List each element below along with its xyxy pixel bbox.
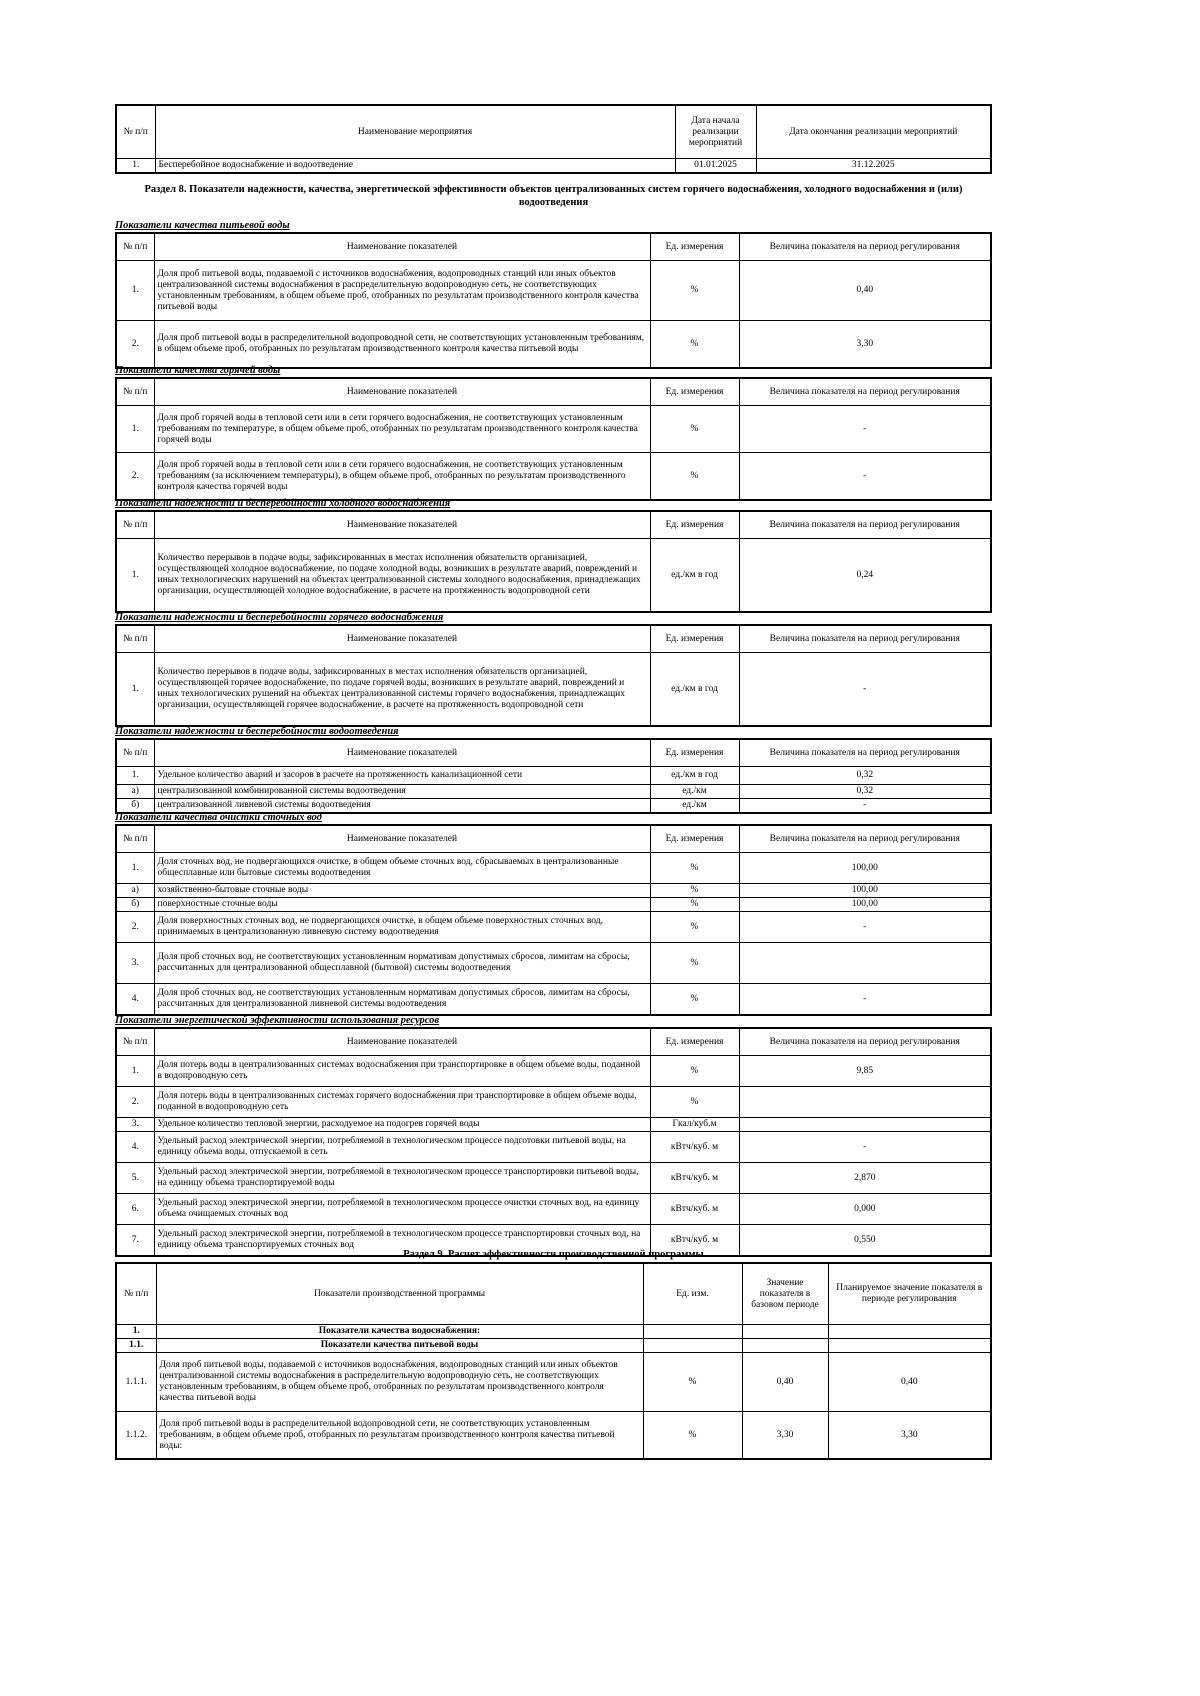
table-cell: ед./км в год — [650, 653, 739, 727]
table-cell: централизованной комбинированной системы водоотведения — [154, 785, 650, 799]
table-cell: % — [650, 912, 739, 943]
table-cell: 2. — [116, 1087, 154, 1118]
table-cell: Доля сточных вод, не подвергающихся очистке, в общем объеме сточных вод, сбрасываемых в централизованные общесплавные или бытовые системы водоотведения — [154, 853, 650, 884]
table-cell: 5. — [116, 1163, 154, 1194]
column-header: № п/п — [116, 1028, 154, 1056]
table-cell: 6. — [116, 1194, 154, 1225]
table-row — [116, 767, 991, 785]
table-cell: % — [650, 453, 739, 501]
table-row — [116, 539, 991, 613]
table-row — [116, 1163, 991, 1194]
table-row — [116, 406, 991, 453]
table-cell: Доля проб питьевой воды, подаваемой с источников водоснабжения, водопроводных станций или иных объектов централизованной системы водоснабжения в распределительную водопроводную сеть, не соответствующих установленным требованиям, в общем объеме проб, отобранных по результатам производственного контроля качества питьевой воды — [156, 1353, 643, 1412]
column-header: Величина показателя на период регулирования — [739, 739, 991, 767]
table-row — [116, 1132, 991, 1163]
table-cell: Количество перерывов в подаче воды, зафиксированных в местах исполнения обязательств организацией, осуществляющей холодное водоснабжение, по подаче холодной воды, возникших в результате аварий, повреждений и иных технологических нарушений на объектах централизованной системы холодного водоснабжения, принадлежащих организации, осуществляющей холодное водоснабжение, в расчете на протяженность водопроводной сети — [154, 539, 650, 613]
table-cell: 0,32 — [739, 785, 991, 799]
column-header: № п/п — [116, 825, 154, 853]
table-row — [116, 321, 991, 369]
table-cell: 0,550 — [739, 1225, 991, 1257]
column-header: Величина показателя на период регулирования — [739, 1028, 991, 1056]
table-cell: % — [650, 261, 739, 321]
table-cell: ед./км — [650, 785, 739, 799]
column-header: Величина показателя на период регулирования — [739, 825, 991, 853]
table-row — [116, 653, 991, 727]
group-caption: Показатели надежности и бесперебойности водоотведения — [115, 726, 399, 737]
indicator-table — [115, 377, 992, 501]
column-header-row — [116, 625, 991, 653]
column-header: Ед. измерения — [650, 511, 739, 539]
table-cell: 01.01.2025 — [675, 159, 756, 174]
column-header: Ед. измерения — [650, 233, 739, 261]
table-cell: % — [650, 943, 739, 984]
table-cell: 1.1.1. — [116, 1353, 156, 1412]
table-cell: Доля проб горячей воды в тепловой сети или в сети горячего водоснабжения, не соответствующих установленным требованиям (за исключением температуры), в общем объеме проб, отобранных по результатам производственного контроля качества горячей воды — [154, 453, 650, 501]
table-cell: 3. — [116, 1118, 154, 1132]
table-cell: 1. — [116, 406, 154, 453]
table-cell: Доля проб питьевой воды, подаваемой с источников водоснабжения, водопроводных станций или иных объектов централизованной системы водоснабжения в распределительную водопроводную сеть, не соответствующих установленным требованиям, в общем объеме проб, отобранных по результатам производственного контроля качества питьевой воды — [154, 261, 650, 321]
column-header-row — [116, 739, 991, 767]
group-caption: Показатели качества питьевой воды — [115, 220, 290, 231]
table-cell — [739, 1087, 991, 1118]
column-header-row — [116, 233, 991, 261]
column-header-row — [116, 511, 991, 539]
column-header-row — [116, 825, 991, 853]
table-row — [116, 1353, 991, 1412]
table-cell: а) — [116, 785, 154, 799]
group-caption: Показатели надежности и бесперебойности горячего водоснабжения — [115, 612, 444, 623]
column-header: Величина показателя на период регулирования — [739, 233, 991, 261]
table-cell: поверхностные сточные воды — [154, 898, 650, 912]
table-cell: 31.12.2025 — [756, 159, 991, 174]
column-header: Величина показателя на период регулирования — [739, 378, 991, 406]
table-row — [116, 785, 991, 799]
table-cell: б) — [116, 898, 154, 912]
table-cell: - — [739, 799, 991, 814]
column-header: Ед. измерения — [650, 739, 739, 767]
table-cell: 1. — [116, 853, 154, 884]
section9-title: Раздел 9. Расчет эффективности производственной программы — [403, 1249, 704, 1260]
column-header-row — [116, 1028, 991, 1056]
table-cell: централизованной ливневой системы водоотведения — [154, 799, 650, 814]
table-cell: Доля проб горячей воды в тепловой сети или в сети горячего водоснабжения, не соответствующих установленным требованиям по температуре, в общем объеме проб, отобранных по результатам производственного контроля качества горячей воды — [154, 406, 650, 453]
column-header: № п/п — [116, 625, 154, 653]
table-cell: 7. — [116, 1225, 154, 1257]
table-cell: 100,00 — [739, 853, 991, 884]
table-cell — [739, 1118, 991, 1132]
table-cell: % — [650, 406, 739, 453]
table-cell: Бесперебойное водоснабжение и водоотведение — [155, 159, 675, 174]
table-cell: кВтч/куб. м — [650, 1163, 739, 1194]
table-row — [116, 1118, 991, 1132]
schedule-header-row — [116, 105, 991, 159]
schedule-table — [115, 104, 992, 174]
table-row — [116, 1194, 991, 1225]
table-cell: 1. — [116, 767, 154, 785]
table-cell: Удельный расход электрической энергии, потребляемой в технологическом процессе очистки сточных вод, на единицу объема очищаемых сточных вод — [154, 1194, 650, 1225]
column-header-row — [116, 1263, 991, 1325]
table-cell: - — [739, 653, 991, 727]
indicator-table — [115, 232, 992, 369]
column-header-row — [116, 378, 991, 406]
indicator-table — [115, 624, 992, 727]
table-row — [116, 884, 991, 898]
column-header: Планируемое значение показателя в периоде регулирования — [828, 1263, 991, 1325]
empty-cell — [643, 1325, 742, 1339]
table-cell: Удельное количество тепловой энергии, расходуемое на подогрев горячей воды — [154, 1118, 650, 1132]
column-header: Дата начала реализации мероприятий — [675, 105, 756, 159]
indicator-table — [115, 510, 992, 613]
table-cell: % — [643, 1353, 742, 1412]
table-row — [116, 853, 991, 884]
column-header: Значение показателя в базовом периоде — [742, 1263, 828, 1325]
table-cell: % — [650, 884, 739, 898]
table-cell: 4. — [116, 984, 154, 1016]
section8-title: Раздел 8. Показатели надежности, качества, энергетической эффективности объектов централизованных систем горячего водоснабжения, холодного водоснабжения и (или) водоотведения — [144, 184, 963, 208]
table-cell: 4. — [116, 1132, 154, 1163]
column-header: Наименование мероприятия — [155, 105, 675, 159]
table-cell: Количество перерывов в подаче воды, зафиксированных в местах исполнения обязательств организацией, осуществляющей горячее водоснабжение, по подаче горячей воды, возникших в результате аварий, повреждений и иных технологических рушений на объектах централизованной системы горячего водоснабжения, принадлежащих организации, осуществляющей горячее водоснабжение, в расчете на протяженность водопроводной сети — [154, 653, 650, 727]
table-cell: Удельный расход электрической энергии, потребляемой в технологическом процессе транспортировки сточных вод, на единицу объема транспортируемых сточных вод — [154, 1225, 650, 1257]
table-cell: 2,870 — [739, 1163, 991, 1194]
column-header: Ед. изм. — [643, 1263, 742, 1325]
column-header: Ед. измерения — [650, 825, 739, 853]
table-cell: Гкал/куб.м — [650, 1118, 739, 1132]
table-cell: % — [650, 1056, 739, 1087]
table-row — [116, 159, 991, 174]
table-cell: Удельный расход электрической энергии, потребляемой в технологическом процессе подготовки питьевой воды, на единицу объема воды, отпускаемой в сеть — [154, 1132, 650, 1163]
table-cell: - — [739, 912, 991, 943]
table-cell: 2. — [116, 321, 154, 369]
table-cell: 0,24 — [739, 539, 991, 613]
indicator-table — [115, 1027, 992, 1257]
table-row — [116, 1056, 991, 1087]
table-cell: кВтч/куб. м — [650, 1225, 739, 1257]
table-cell: 1.1.2. — [116, 1412, 156, 1460]
table-cell: 2. — [116, 453, 154, 501]
column-header: № п/п — [116, 378, 154, 406]
table-cell: а) — [116, 884, 154, 898]
table-row — [116, 984, 991, 1016]
subheader-row — [116, 1339, 991, 1353]
column-header: № п/п — [116, 739, 154, 767]
table-cell: % — [650, 1087, 739, 1118]
table-cell: Доля поверхностных сточных вод, не подвергающихся очистке, в общем объеме поверхностных сточных вод, принимаемых в централизованную ливневую систему водоотведения — [154, 912, 650, 943]
table-cell — [739, 943, 991, 984]
table-cell: - — [739, 453, 991, 501]
table-cell: % — [650, 984, 739, 1016]
table-cell: Доля проб сточных вод, не соответствующих установленным нормативам допустимых сбросов, лимитам на сбросы, рассчитанных для централизованной общесплавной (бытовой) системы водоотведения — [154, 943, 650, 984]
table-cell: 100,00 — [739, 884, 991, 898]
table-row — [116, 1087, 991, 1118]
table-cell: - — [739, 406, 991, 453]
group-caption: Показатели надежности и бесперебойности холодного водоснабжения — [115, 498, 451, 509]
table-cell: 100,00 — [739, 898, 991, 912]
table-cell: 1. — [116, 1056, 154, 1087]
table-cell: Доля проб питьевой воды в распределительной водопроводной сети, не соответствующих установленным требованиям, в общем объеме проб, отобранных по результатам производственного контроля качества питьевой воды — [154, 321, 650, 369]
table-cell: 1. — [116, 1325, 156, 1339]
column-header: Величина показателя на период регулирования — [739, 511, 991, 539]
group-caption: Показатели энергетической эффективности использования ресурсов — [115, 1015, 440, 1026]
table-cell: 0,32 — [739, 767, 991, 785]
table-cell: 9,85 — [739, 1056, 991, 1087]
table-row — [116, 1412, 991, 1460]
column-header: № п/п — [116, 511, 154, 539]
table-cell: 2. — [116, 912, 154, 943]
table-row — [116, 912, 991, 943]
table-cell: % — [650, 898, 739, 912]
table-cell: % — [650, 321, 739, 369]
table-cell: б) — [116, 799, 154, 814]
table-cell: 0,000 — [739, 1194, 991, 1225]
table-row — [116, 261, 991, 321]
group-caption: Показатели качества горячей воды — [115, 365, 281, 376]
empty-cell — [742, 1325, 828, 1339]
table-cell: Доля проб питьевой воды в распределительной водопроводной сети, не соответствующих установленным требованиям, в общем объеме проб, отобранных по результатам производственного контроля качества питьевой воды: — [156, 1412, 643, 1460]
column-header: Наименование показателей — [154, 511, 650, 539]
column-header: Наименование показателей — [154, 1028, 650, 1056]
table-cell: 3,30 — [739, 321, 991, 369]
table-cell: Доля проб сточных вод, не соответствующих установленным нормативам допустимых сбросов, лимитам на сбросы, рассчитанных для централизованной ливневой системы водоотведения — [154, 984, 650, 1016]
table-cell: 1.1. — [116, 1339, 156, 1353]
table-cell: 0,40 — [828, 1353, 991, 1412]
table-row — [116, 898, 991, 912]
table-cell: 1. — [116, 539, 154, 613]
column-header: Ед. измерения — [650, 378, 739, 406]
table-row — [116, 453, 991, 501]
table-cell: ед./км в год — [650, 767, 739, 785]
table-cell: 1. — [116, 653, 154, 727]
column-header: № п/п — [116, 1263, 156, 1325]
column-header: Ед. измерения — [650, 625, 739, 653]
indicator-table — [115, 738, 992, 814]
table-cell: кВтч/куб. м — [650, 1194, 739, 1225]
column-header: № п/п — [116, 233, 154, 261]
table-cell: 3,30 — [742, 1412, 828, 1460]
table-cell: 1. — [116, 261, 154, 321]
column-header: Дата окончания реализации мероприятий — [756, 105, 991, 159]
table-cell: - — [739, 1132, 991, 1163]
table-cell: ед./км в год — [650, 539, 739, 613]
section9-table — [115, 1262, 992, 1460]
column-header: Наименование показателей — [154, 233, 650, 261]
table-cell: Доля потерь воды в централизованных системах водоснабжения при транспортировке в общем объеме воды, поданной в водопроводную сеть — [154, 1056, 650, 1087]
column-header: Наименование показателей — [154, 825, 650, 853]
table-cell: Удельный расход электрической энергии, потребляемой в технологическом процессе транспортировки питьевой воды, на единицу объема транспортируемой воды — [154, 1163, 650, 1194]
table-cell: Показатели качества питьевой воды — [156, 1339, 643, 1353]
table-cell: 0,40 — [742, 1353, 828, 1412]
empty-cell — [643, 1339, 742, 1353]
table-cell: 3,30 — [828, 1412, 991, 1460]
subheader-row — [116, 1325, 991, 1339]
empty-cell — [828, 1325, 991, 1339]
table-row — [116, 943, 991, 984]
empty-cell — [828, 1339, 991, 1353]
table-cell: 1. — [116, 159, 155, 174]
column-header: № п/п — [116, 105, 155, 159]
table-cell: Показатели качества водоснабжения: — [156, 1325, 643, 1339]
table-cell: % — [650, 853, 739, 884]
table-cell: - — [739, 984, 991, 1016]
column-header: Величина показателя на период регулирования — [739, 625, 991, 653]
table-cell: % — [643, 1412, 742, 1460]
indicator-table — [115, 824, 992, 1016]
group-caption: Показатели качества очистки сточных вод — [115, 812, 322, 823]
column-header: Ед. измерения — [650, 1028, 739, 1056]
column-header: Наименование показателей — [154, 625, 650, 653]
table-cell: 3. — [116, 943, 154, 984]
table-cell: Доля потерь воды в централизованных системах горячего водоснабжения при транспортировке в общем объеме воды, поданной в водопроводную сеть — [154, 1087, 650, 1118]
empty-cell — [742, 1339, 828, 1353]
table-cell: хозяйственно-бытовые сточные воды — [154, 884, 650, 898]
table-row — [116, 799, 991, 814]
column-header: Наименование показателей — [154, 739, 650, 767]
table-cell: 0,40 — [739, 261, 991, 321]
column-header: Показатели производственной программы — [156, 1263, 643, 1325]
column-header: Наименование показателей — [154, 378, 650, 406]
table-cell: ед./км — [650, 799, 739, 814]
table-cell: кВтч/куб. м — [650, 1132, 739, 1163]
table-cell: Удельное количество аварий и засоров в расчете на протяженность канализационной сети — [154, 767, 650, 785]
